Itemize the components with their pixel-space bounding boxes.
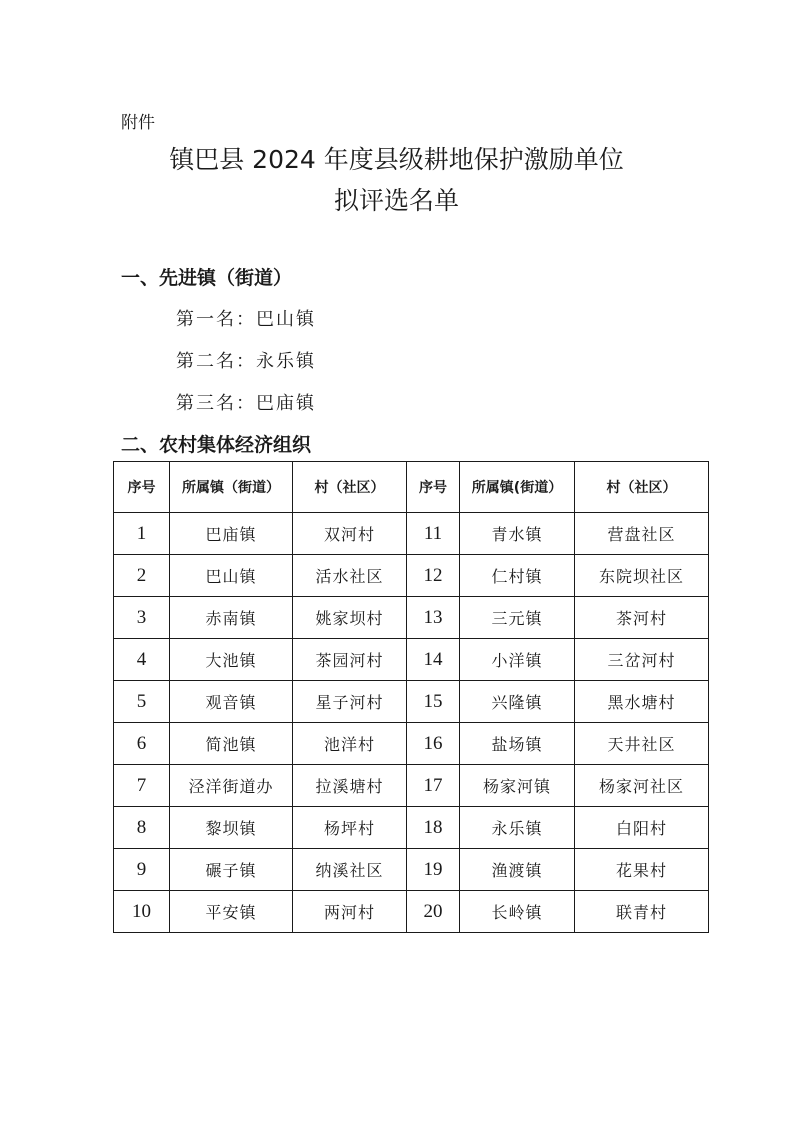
cell-no-left: 1 [114, 513, 170, 555]
cell-no-right: 17 [407, 765, 460, 807]
cell-no-right: 15 [407, 681, 460, 723]
cell-no-right: 16 [407, 723, 460, 765]
cell-town-right: 小洋镇 [460, 639, 575, 681]
col-header-no-left: 序号 [114, 462, 170, 513]
cell-no-right: 19 [407, 849, 460, 891]
cell-village-right: 东院坝社区 [575, 555, 709, 597]
cell-town-left: 巴庙镇 [170, 513, 293, 555]
section-heading-collectives: 二、农村集体经济组织 [121, 434, 312, 456]
table-row [114, 555, 709, 597]
table-row [114, 681, 709, 723]
cell-no-left: 4 [114, 639, 170, 681]
cell-village-left: 池洋村 [293, 723, 407, 765]
section-heading-towns: 一、先进镇（街道） [121, 267, 293, 289]
rank-third: 第三名：巴庙镇 [176, 393, 316, 414]
cell-no-right: 13 [407, 597, 460, 639]
cell-town-right: 渔渡镇 [460, 849, 575, 891]
table-row [114, 513, 709, 555]
cell-village-right: 花果村 [575, 849, 709, 891]
cell-no-right: 14 [407, 639, 460, 681]
cell-town-right: 杨家河镇 [460, 765, 575, 807]
cell-no-left: 7 [114, 765, 170, 807]
table-header-row [114, 462, 709, 513]
cell-no-right: 18 [407, 807, 460, 849]
cell-town-right: 青水镇 [460, 513, 575, 555]
col-header-village-right: 村（社区） [575, 462, 709, 513]
cell-town-right: 长岭镇 [460, 891, 575, 933]
document-subtitle: 拟评选名单 [333, 186, 459, 215]
cell-town-right: 三元镇 [460, 597, 575, 639]
cell-village-left: 星子河村 [293, 681, 407, 723]
cell-town-left: 平安镇 [170, 891, 293, 933]
cell-village-right: 三岔河村 [575, 639, 709, 681]
table-row [114, 639, 709, 681]
cell-town-left: 巴山镇 [170, 555, 293, 597]
table-row [114, 597, 709, 639]
cell-no-left: 3 [114, 597, 170, 639]
table-row [114, 891, 709, 933]
cell-no-right: 11 [407, 513, 460, 555]
cell-village-left: 两河村 [293, 891, 407, 933]
cell-no-left: 9 [114, 849, 170, 891]
cell-town-right: 仁村镇 [460, 555, 575, 597]
cell-town-right: 永乐镇 [460, 807, 575, 849]
rank-first: 第一名：巴山镇 [176, 309, 316, 330]
cell-town-left: 观音镇 [170, 681, 293, 723]
cell-town-right: 兴隆镇 [460, 681, 575, 723]
cell-village-left: 杨坪村 [293, 807, 407, 849]
cell-town-left: 泾洋街道办 [170, 765, 293, 807]
table-row [114, 807, 709, 849]
cell-town-left: 大池镇 [170, 639, 293, 681]
cell-no-left: 10 [114, 891, 170, 933]
table-row [114, 765, 709, 807]
cell-village-left: 纳溪社区 [293, 849, 407, 891]
cell-no-left: 5 [114, 681, 170, 723]
cell-village-right: 天井社区 [575, 723, 709, 765]
cell-village-left: 活水社区 [293, 555, 407, 597]
cell-town-left: 赤南镇 [170, 597, 293, 639]
cell-village-right: 营盘社区 [575, 513, 709, 555]
cell-village-right: 茶河村 [575, 597, 709, 639]
cell-village-right: 黑水塘村 [575, 681, 709, 723]
cell-village-right: 杨家河社区 [575, 765, 709, 807]
cell-no-left: 6 [114, 723, 170, 765]
cell-village-left: 姚家坝村 [293, 597, 407, 639]
table-row [114, 723, 709, 765]
cell-town-left: 黎坝镇 [170, 807, 293, 849]
cell-village-right: 白阳村 [575, 807, 709, 849]
cell-town-left: 简池镇 [170, 723, 293, 765]
cell-village-left: 茶园河村 [293, 639, 407, 681]
cell-village-left: 拉溪塘村 [293, 765, 407, 807]
col-header-no-right: 序号 [407, 462, 460, 513]
col-header-town-right: 所属镇(街道） [460, 462, 575, 513]
attachment-label: 附件 [121, 113, 155, 133]
table-row [114, 849, 709, 891]
cell-no-left: 8 [114, 807, 170, 849]
collectives-table [113, 461, 709, 933]
cell-no-left: 2 [114, 555, 170, 597]
cell-town-left: 碾子镇 [170, 849, 293, 891]
document-title: 镇巴县 2024 年度县级耕地保护激励单位 [169, 145, 624, 174]
cell-no-right: 20 [407, 891, 460, 933]
rank-second: 第二名：永乐镇 [176, 351, 316, 372]
col-header-village-left: 村（社区） [293, 462, 407, 513]
col-header-town-left: 所属镇（街道） [170, 462, 293, 513]
cell-village-right: 联青村 [575, 891, 709, 933]
cell-village-left: 双河村 [293, 513, 407, 555]
cell-no-right: 12 [407, 555, 460, 597]
cell-town-right: 盐场镇 [460, 723, 575, 765]
